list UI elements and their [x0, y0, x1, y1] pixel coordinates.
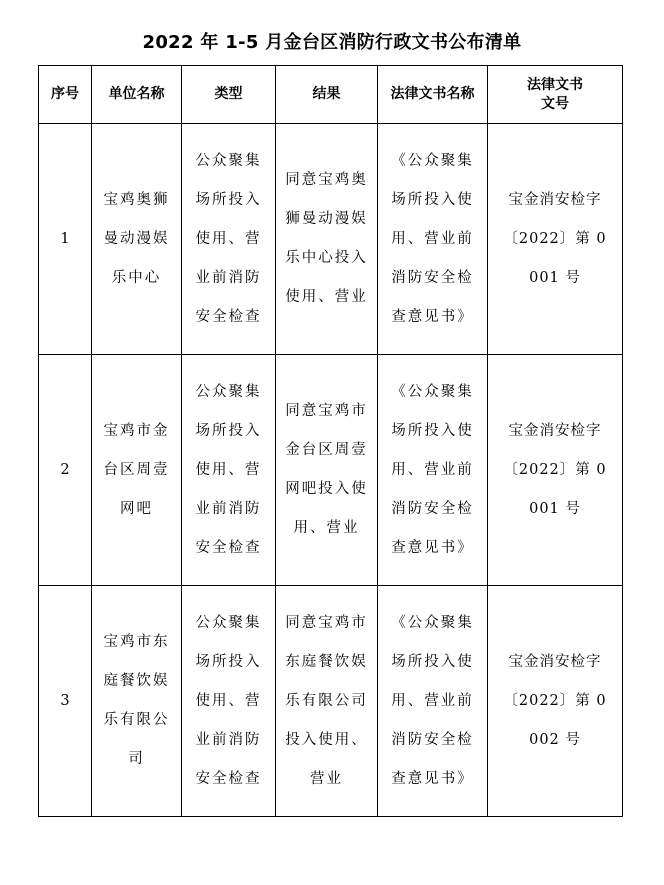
cell-index — [39, 355, 92, 586]
cell-doc-name — [378, 586, 488, 817]
header-result: 结果 — [276, 66, 378, 124]
type-text: 公众聚集场所投入使用、营业前消防安全检查 — [195, 383, 262, 556]
header-doc-number — [488, 66, 623, 124]
header-doc-name: 法律文书名称 — [378, 66, 488, 124]
page-title: 2022 年 1-5 月金台区消防行政文书公布清单 — [142, 32, 522, 53]
result-text: 同意宝鸡市东庭餐饮娱乐有限公司投入使用、营业 — [285, 614, 368, 787]
cell-result — [276, 586, 378, 817]
cell-doc-name — [378, 355, 488, 586]
cell-index — [39, 586, 92, 817]
cell-unit-name — [92, 124, 182, 355]
result-text: 同意宝鸡市金台区周壹网吧投入使用、营业 — [285, 403, 368, 536]
cell-doc-number — [488, 124, 623, 355]
header-doc-number-line1: 法律文书 — [527, 76, 583, 93]
doc-name-text: 《公众聚集场所投入使用、营业前消防安全检查意见书》 — [391, 383, 474, 556]
cell-doc-number — [488, 586, 623, 817]
index-text: 1 — [60, 230, 70, 247]
doc-number-text: 宝金消安检字〔2022〕第 0001 号 — [503, 422, 607, 517]
header-doc-number-line2: 文号 — [541, 95, 569, 112]
type-text: 公众聚集场所投入使用、营业前消防安全检查 — [195, 152, 262, 325]
header-type: 类型 — [182, 66, 276, 124]
doc-number-text: 宝金消安检字〔2022〕第 0002 号 — [503, 653, 607, 748]
cell-doc-number — [488, 355, 623, 586]
cell-unit-name — [92, 586, 182, 817]
cell-result — [276, 355, 378, 586]
cell-type — [182, 586, 276, 817]
index-text: 2 — [60, 461, 70, 478]
table-row — [39, 355, 623, 586]
doc-name-text: 《公众聚集场所投入使用、营业前消防安全检查意见书》 — [391, 152, 474, 325]
cell-result — [276, 124, 378, 355]
header-unit-name: 单位名称 — [92, 66, 182, 124]
unit-name-text: 宝鸡奥狮曼动漫娱乐中心 — [103, 191, 170, 286]
result-text: 同意宝鸡奥狮曼动漫娱乐中心投入使用、营业 — [285, 172, 368, 305]
index-text: 3 — [60, 692, 70, 709]
unit-name-text: 宝鸡市金台区周壹网吧 — [103, 422, 170, 517]
cell-unit-name — [92, 355, 182, 586]
table-header-row — [39, 66, 623, 124]
doc-name-text: 《公众聚集场所投入使用、营业前消防安全检查意见书》 — [391, 614, 474, 787]
header-index: 序号 — [39, 66, 92, 124]
table-row — [39, 124, 623, 355]
cell-type — [182, 124, 276, 355]
doc-number-text: 宝金消安检字〔2022〕第 0001 号 — [503, 191, 607, 286]
table-row — [39, 586, 623, 817]
cell-index — [39, 124, 92, 355]
type-text: 公众聚集场所投入使用、营业前消防安全检查 — [195, 614, 262, 787]
unit-name-text: 宝鸡市东庭餐饮娱乐有限公司 — [103, 634, 170, 767]
cell-doc-name — [378, 124, 488, 355]
publication-table — [38, 65, 623, 817]
cell-type — [182, 355, 276, 586]
